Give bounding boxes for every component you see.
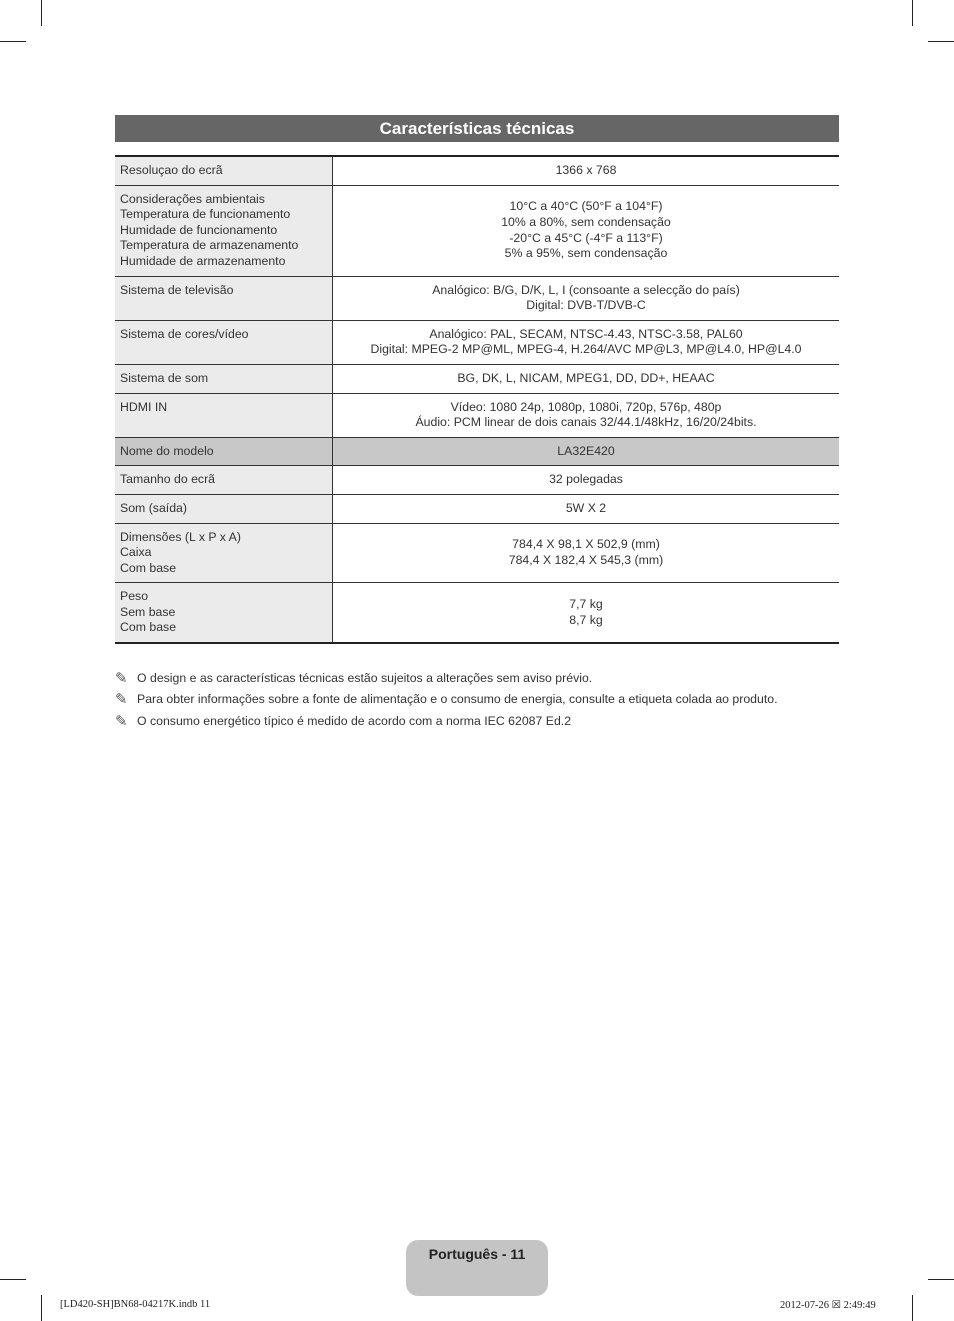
- table-row: [115, 156, 839, 185]
- table-row: [115, 393, 839, 437]
- note-item: [115, 710, 845, 732]
- crop-mark: [41, 1295, 42, 1321]
- specs-table: [115, 155, 839, 644]
- crop-mark: [928, 1279, 954, 1280]
- spec-label: Tamanho do ecrã: [120, 472, 216, 487]
- spec-value: 1366 x 768: [555, 163, 617, 177]
- crop-mark: [912, 0, 913, 26]
- spec-value: 784,4 X 98,1 X 502,9 (mm): [512, 537, 660, 552]
- spec-value: LA32E420: [557, 443, 615, 458]
- spec-value: Analógico: B/G, D/K, L, I (consoante a selecção do país): [432, 282, 740, 297]
- spec-label: Humidade de funcionamento: [120, 222, 278, 237]
- spec-label-cell: [115, 364, 333, 393]
- spec-label: Caixa: [120, 545, 152, 560]
- spec-label: HDMI IN: [120, 399, 168, 414]
- spec-value-cell: [333, 364, 840, 393]
- spec-label: Sistema de som: [120, 370, 209, 385]
- table-row: [115, 320, 839, 364]
- spec-value-cell: [333, 320, 840, 364]
- spec-value: 784,4 X 182,4 X 545,3 (mm): [508, 552, 664, 567]
- table-row: [115, 494, 839, 523]
- spec-value: 10% a 80%, sem condensação: [501, 214, 671, 229]
- spec-value: BG, DK, L, NICAM, MPEG1, DD, DD+, HEAAC: [457, 370, 715, 385]
- pencil-note-icon: ✎: [115, 691, 128, 709]
- spec-label: Sistema de cores/vídeo: [120, 326, 249, 341]
- spec-label: Humidade de armazenamento: [120, 253, 286, 268]
- crop-mark: [0, 1279, 26, 1280]
- spec-value-cell: [333, 185, 840, 276]
- spec-label: Sistema de televisão: [120, 282, 234, 297]
- spec-label: Temperatura de armazenamento: [120, 238, 299, 253]
- spec-label: Com base: [120, 620, 177, 635]
- spec-label: Peso: [120, 589, 149, 604]
- spec-label: Som (saída): [120, 500, 187, 515]
- note-item: [115, 667, 845, 689]
- notes-list: [115, 667, 845, 732]
- spec-label: Resoluçao do ecrã: [120, 163, 223, 177]
- spec-value-cell: [333, 393, 840, 437]
- spec-label-cell: [115, 156, 333, 185]
- note-text: O consumo energético típico é medido de acordo com a norma IEC 62087 Ed.2: [137, 713, 572, 728]
- note-text: O design e as características técnicas estão sujeitos a alterações sem aviso prévio.: [137, 670, 593, 685]
- spec-label: Sem base: [120, 604, 176, 619]
- page-label: Português - 11: [428, 1246, 526, 1262]
- spec-value: -20°C a 45°C (-4°F a 113°F): [509, 230, 663, 245]
- crop-mark: [912, 1295, 913, 1321]
- section-title: Características técnicas: [115, 115, 839, 142]
- spec-value: 5% a 95%, sem condensação: [504, 246, 668, 261]
- crop-mark: [41, 0, 42, 26]
- spec-value: 7,7 kg: [569, 597, 603, 612]
- print-info-date: 2012-07-26 ☒ 2:49:49: [780, 1300, 876, 1311]
- spec-value-cell: [333, 276, 840, 320]
- spec-label-cell: [115, 185, 333, 276]
- spec-label: Nome do modelo: [120, 443, 214, 458]
- table-row: [115, 583, 839, 643]
- table-row: [115, 523, 839, 583]
- page-number-tab: [406, 1240, 548, 1296]
- crop-mark: [928, 41, 954, 42]
- table-row: [115, 276, 839, 320]
- spec-label: Considerações ambientais: [120, 191, 265, 206]
- table-row: [115, 364, 839, 393]
- spec-value: 32 polegadas: [549, 472, 623, 487]
- spec-value-cell: [333, 583, 840, 643]
- table-row: [115, 466, 839, 495]
- spec-value-cell: [333, 523, 840, 583]
- spec-value: Vídeo: 1080 24p, 1080p, 1080i, 720p, 576p, 480p: [450, 399, 722, 414]
- spec-value: 10°C a 40°C (50°F a 104°F): [509, 199, 663, 214]
- spec-label-cell: [115, 466, 333, 495]
- spec-label-cell: [115, 276, 333, 320]
- note-text: Para obter informações sobre a fonte de alimentação e o consumo de energia, consulte a etiqueta colada ao produto.: [137, 692, 778, 707]
- spec-label-cell: [115, 320, 333, 364]
- spec-label-cell: [115, 437, 333, 466]
- table-row: [115, 437, 839, 466]
- spec-label-cell: [115, 393, 333, 437]
- spec-value-cell: [333, 494, 840, 523]
- spec-value: Digital: DVB-T/DVB-C: [526, 298, 646, 313]
- pencil-note-icon: ✎: [115, 712, 128, 730]
- spec-value-cell: [333, 156, 840, 185]
- spec-value: Áudio: PCM linear de dois canais 32/44.1/48kHz, 16/20/24bits.: [415, 415, 757, 430]
- table-row: [115, 185, 839, 276]
- spec-label: Dimensões (L x P x A): [120, 529, 241, 544]
- spec-label: Com base: [120, 560, 177, 575]
- spec-value: Digital: MPEG-2 MP@ML, MPEG-4, H.264/AVC MP@L3, MP@L4.0, HP@L4.0: [370, 342, 802, 357]
- pencil-note-icon: ✎: [115, 669, 128, 687]
- spec-label: Temperatura de funcionamento: [120, 207, 291, 222]
- crop-mark: [0, 41, 26, 42]
- spec-value-cell: [333, 437, 840, 466]
- spec-value: 5W X 2: [565, 500, 607, 515]
- spec-label-cell: [115, 583, 333, 643]
- note-item: [115, 689, 845, 711]
- spec-label-cell: [115, 523, 333, 583]
- spec-value: Analógico: PAL, SECAM, NTSC-4.43, NTSC-3.58, PAL60: [429, 326, 743, 341]
- spec-value-cell: [333, 466, 840, 495]
- spec-label-cell: [115, 494, 333, 523]
- spec-value: 8,7 kg: [569, 612, 603, 627]
- print-info-file: [LD420-SH]BN68-04217K.indb 11: [60, 1299, 211, 1310]
